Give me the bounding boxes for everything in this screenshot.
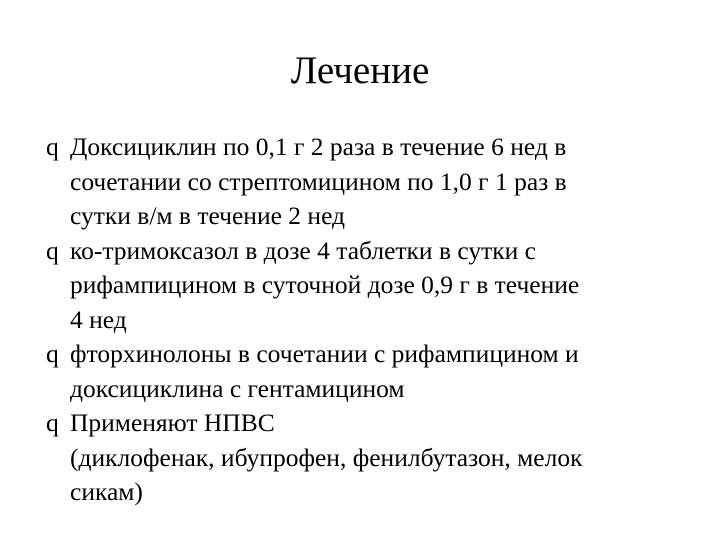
bullet-marker-icon: q — [46, 235, 59, 265]
bullet-text-line: сочетании со стрептомицином по 1,0 г 1 раз в — [70, 166, 567, 196]
bullet-item-doxycycline — [46, 130, 686, 234]
bullet-text-line: ко-тримоксазол в дозе 4 таблетки в сутки с — [70, 235, 536, 265]
bullet-text-line: фторхинолоны в сочетании с рифампицином и — [70, 339, 579, 368]
bullet-text-line: (диклофенак, ибупрофен, фенилбутазон, мелок — [70, 442, 583, 472]
bullet-item-fluoroquinolones — [46, 337, 686, 406]
bullet-text-line: 4 нед — [70, 304, 127, 334]
bullet-text-line: сутки в/м в течение 2 нед — [70, 201, 346, 230]
bullet-marker-icon: q — [46, 339, 59, 368]
bullet-list — [46, 130, 686, 510]
bullet-marker-icon: q — [46, 132, 59, 161]
bullet-text-line: сикам) — [70, 477, 143, 506]
slide-title: Лечение — [290, 49, 430, 92]
bullet-item-nsaids — [46, 406, 686, 510]
bullet-item-co-trimoxazole — [46, 234, 686, 338]
bullet-text-line: рифампицином в суточной дозе 0,9 г в течение — [70, 270, 580, 299]
bullet-marker-icon: q — [46, 408, 59, 437]
bullet-text-line: Доксициклин по 0,1 г 2 раза в течение 6 нед в — [70, 132, 567, 161]
bullet-text-line: доксициклина с гентамицином — [70, 373, 405, 403]
bullet-text-line: Применяют НПВС — [70, 408, 275, 437]
